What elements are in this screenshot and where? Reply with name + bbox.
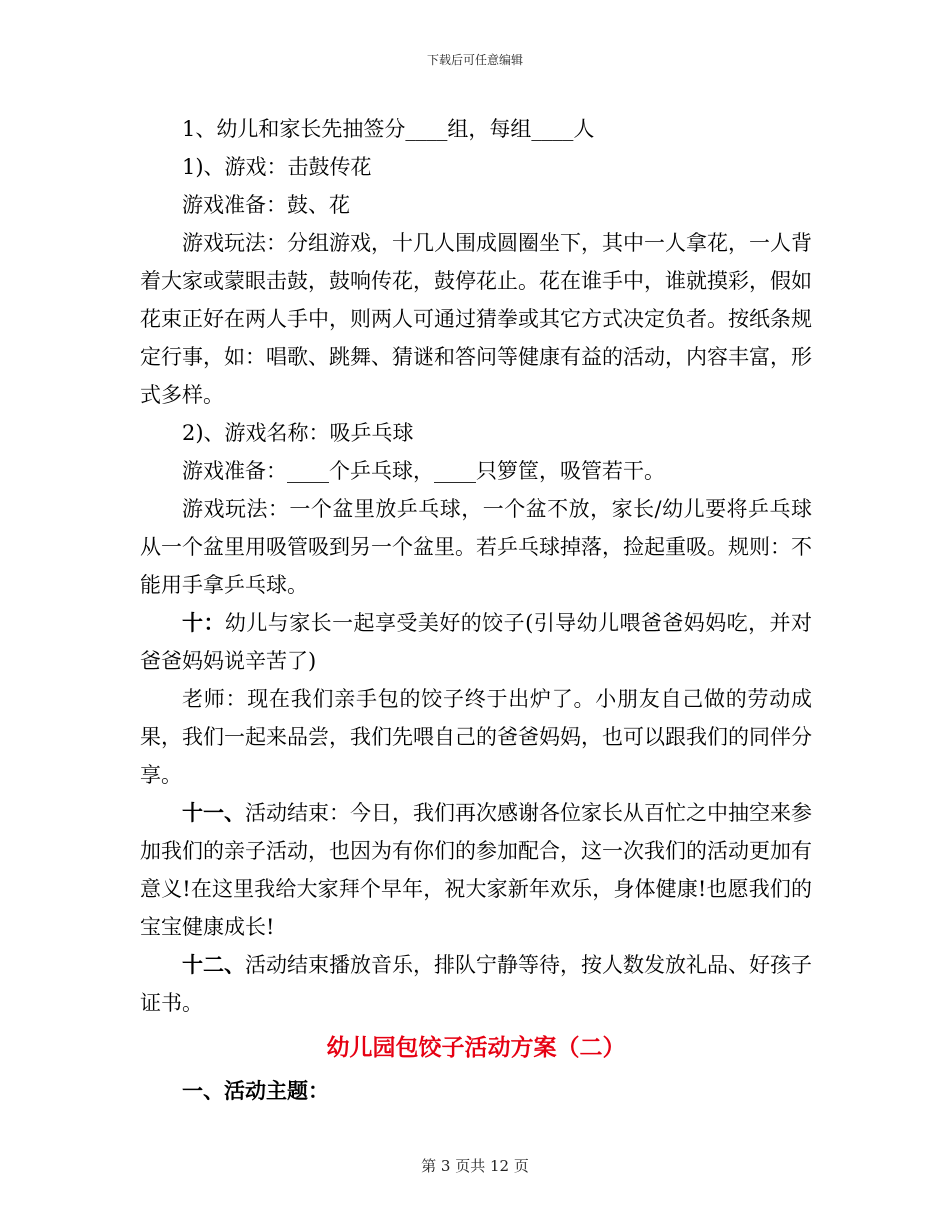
document-body — [140, 110, 812, 1110]
paragraph-text: 活动结束：今日，我们再次感谢各位家长从百忙之中抽空来参加我们的亲子活动，也因为有你们的参加配合，这一次我们的活动更加有意义!在这里我给大家拜个早年，祝大家新年欢乐，身体健康!也愿我们的宝宝健康成长! — [140, 801, 812, 939]
paragraph-label: 十： — [182, 610, 225, 635]
paragraph-text: 游戏准备：鼓、花 — [182, 193, 350, 217]
paragraph-game2-rules — [140, 490, 812, 604]
paragraph-game1-rules — [140, 224, 812, 414]
paragraph-step-eleven — [140, 794, 812, 946]
section-title: 幼儿园包饺子活动方案（二） — [326, 1034, 626, 1061]
paragraph-step-ten — [140, 604, 812, 680]
paragraph-text: 老师：现在我们亲手包的饺子终于出炉了。小朋友自己做的劳动成果，我们一起来品尝，我们先喂自己的爸爸妈妈，也可以跟我们的同伴分享。 — [140, 687, 812, 787]
paragraph-text: 2)、游戏名称：吸乒乓球 — [182, 421, 414, 445]
paragraph-grouping — [140, 110, 812, 148]
paragraph-teacher-speech — [140, 680, 812, 794]
paragraph-game2-name — [140, 414, 812, 452]
paragraph-label: 十二、 — [182, 952, 245, 977]
sub-heading: 一、活动主题： — [182, 1078, 329, 1103]
paragraph-step-twelve — [140, 946, 812, 1022]
paragraph-text: 游戏玩法：一个盆里放乒乓球，一个盆不放，家长/幼儿要将乒乓球从一个盆里用吸管吸到另一个盆里。若乒乓球掉落，捡起重吸。规则：不能用手拿乒乓球。 — [140, 497, 812, 597]
paragraph-game1-name — [140, 148, 812, 186]
paragraph-text: 游戏玩法：分组游戏，十几人围成圆圈坐下，其中一人拿花，一人背着大家或蒙眼击鼓，鼓响传花，鼓停花止。花在谁手中，谁就摸彩，假如花束正好在两人手中，则两人可通过猜拳或其它方式决定负者。按纸条规定行事，如：唱歌、跳舞、猜谜和答问等健康有益的活动，内容丰富，形式多样。 — [140, 231, 812, 407]
page-footer: 第 3 页共 12 页 — [421, 1157, 529, 1175]
paragraph-text: 1)、游戏：击鼓传花 — [182, 155, 372, 179]
paragraph-text: 游戏准备：____个乒乓球，____只箩筐，吸管若干。 — [182, 459, 665, 483]
paragraph-text: 活动结束播放音乐，排队宁静等待，按人数发放礼品、好孩子证书。 — [140, 953, 812, 1015]
paragraph-game1-prep — [140, 186, 812, 224]
page-header: 下载后可任意编辑 — [426, 53, 523, 67]
paragraph-label: 十一、 — [182, 800, 245, 825]
paragraph-game2-prep — [140, 452, 812, 490]
paragraph-text: 幼儿与家长一起享受美好的饺子(引导幼儿喂爸爸妈妈吃，并对爸爸妈妈说辛苦了) — [140, 611, 812, 673]
paragraph-text: 1、幼儿和家长先抽签分____组，每组____人 — [182, 117, 595, 141]
